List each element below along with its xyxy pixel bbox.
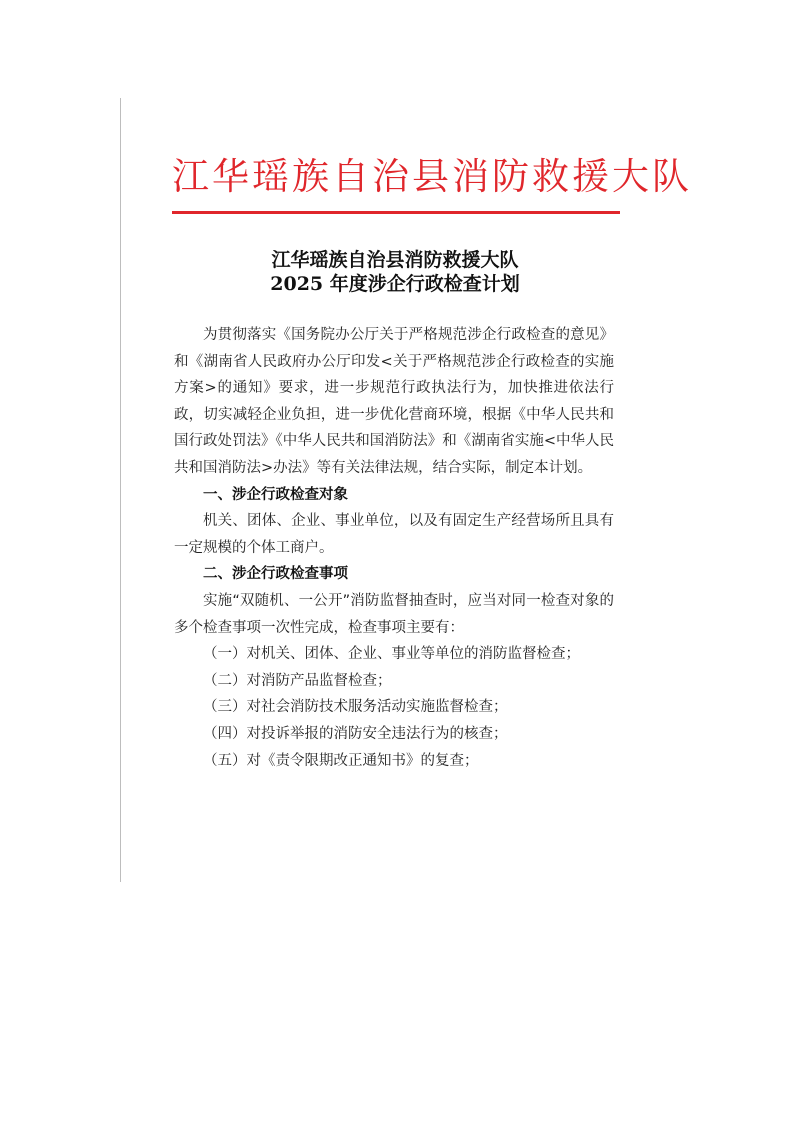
section-heading-inspection-items: 二、涉企行政检查事项	[203, 566, 348, 583]
inspection-item: （四）对投诉举报的消防安全违法行为的核查；	[203, 725, 508, 742]
letterhead-org-name: 江华瑶族自治县消防救援大队	[172, 155, 692, 198]
document-title-line-2: 2025 年度涉企行政检查计划	[270, 273, 520, 295]
section-text-inspection-items: 实施“双随机、一公开”消防监督抽查时，应当对同一检查对象的多个检查事项一次性完成，检查事项主要有：	[174, 592, 614, 636]
inspection-item: （二）对消防产品监督检查；	[203, 672, 392, 689]
section-heading-inspection-targets: 一、涉企行政检查对象	[203, 486, 348, 503]
inspection-item: （一）对机关、团体、企业、事业等单位的消防监督检查；	[203, 646, 580, 663]
scan-edge-line	[120, 98, 121, 882]
inspection-item: （三）对社会消防技术服务活动实施监督检查；	[203, 699, 508, 716]
intro-paragraph: 为贯彻落实《国务院办公厅关于严格规范涉企行政检查的意见》和《湖南省人民政府办公厅印发<关于严格规范涉企行政检查的实施方案>的通知》要求，进一步规范行政执法行为，加快推进依法行政，切实减轻企业负担，进一步优化营商环境，根据《中华人民共和国行政处罚法》《中华人民共和国消防法》和《湖南省实施<中华人民共和国消防法>办法》等有关法律法规，结合实际，制定本计划。	[174, 327, 614, 476]
document-title-line-1: 江华瑶族自治县消防救援大队	[271, 249, 519, 271]
document-body	[174, 322, 614, 774]
letterhead-red-rule	[172, 211, 620, 214]
inspection-item: （五）对《责令限期改正通知书》的复查；	[203, 752, 479, 769]
section-text-inspection-targets: 机关、团体、企业、事业单位，以及有固定生产经营场所且具有一定规模的个体工商户。	[174, 513, 614, 556]
